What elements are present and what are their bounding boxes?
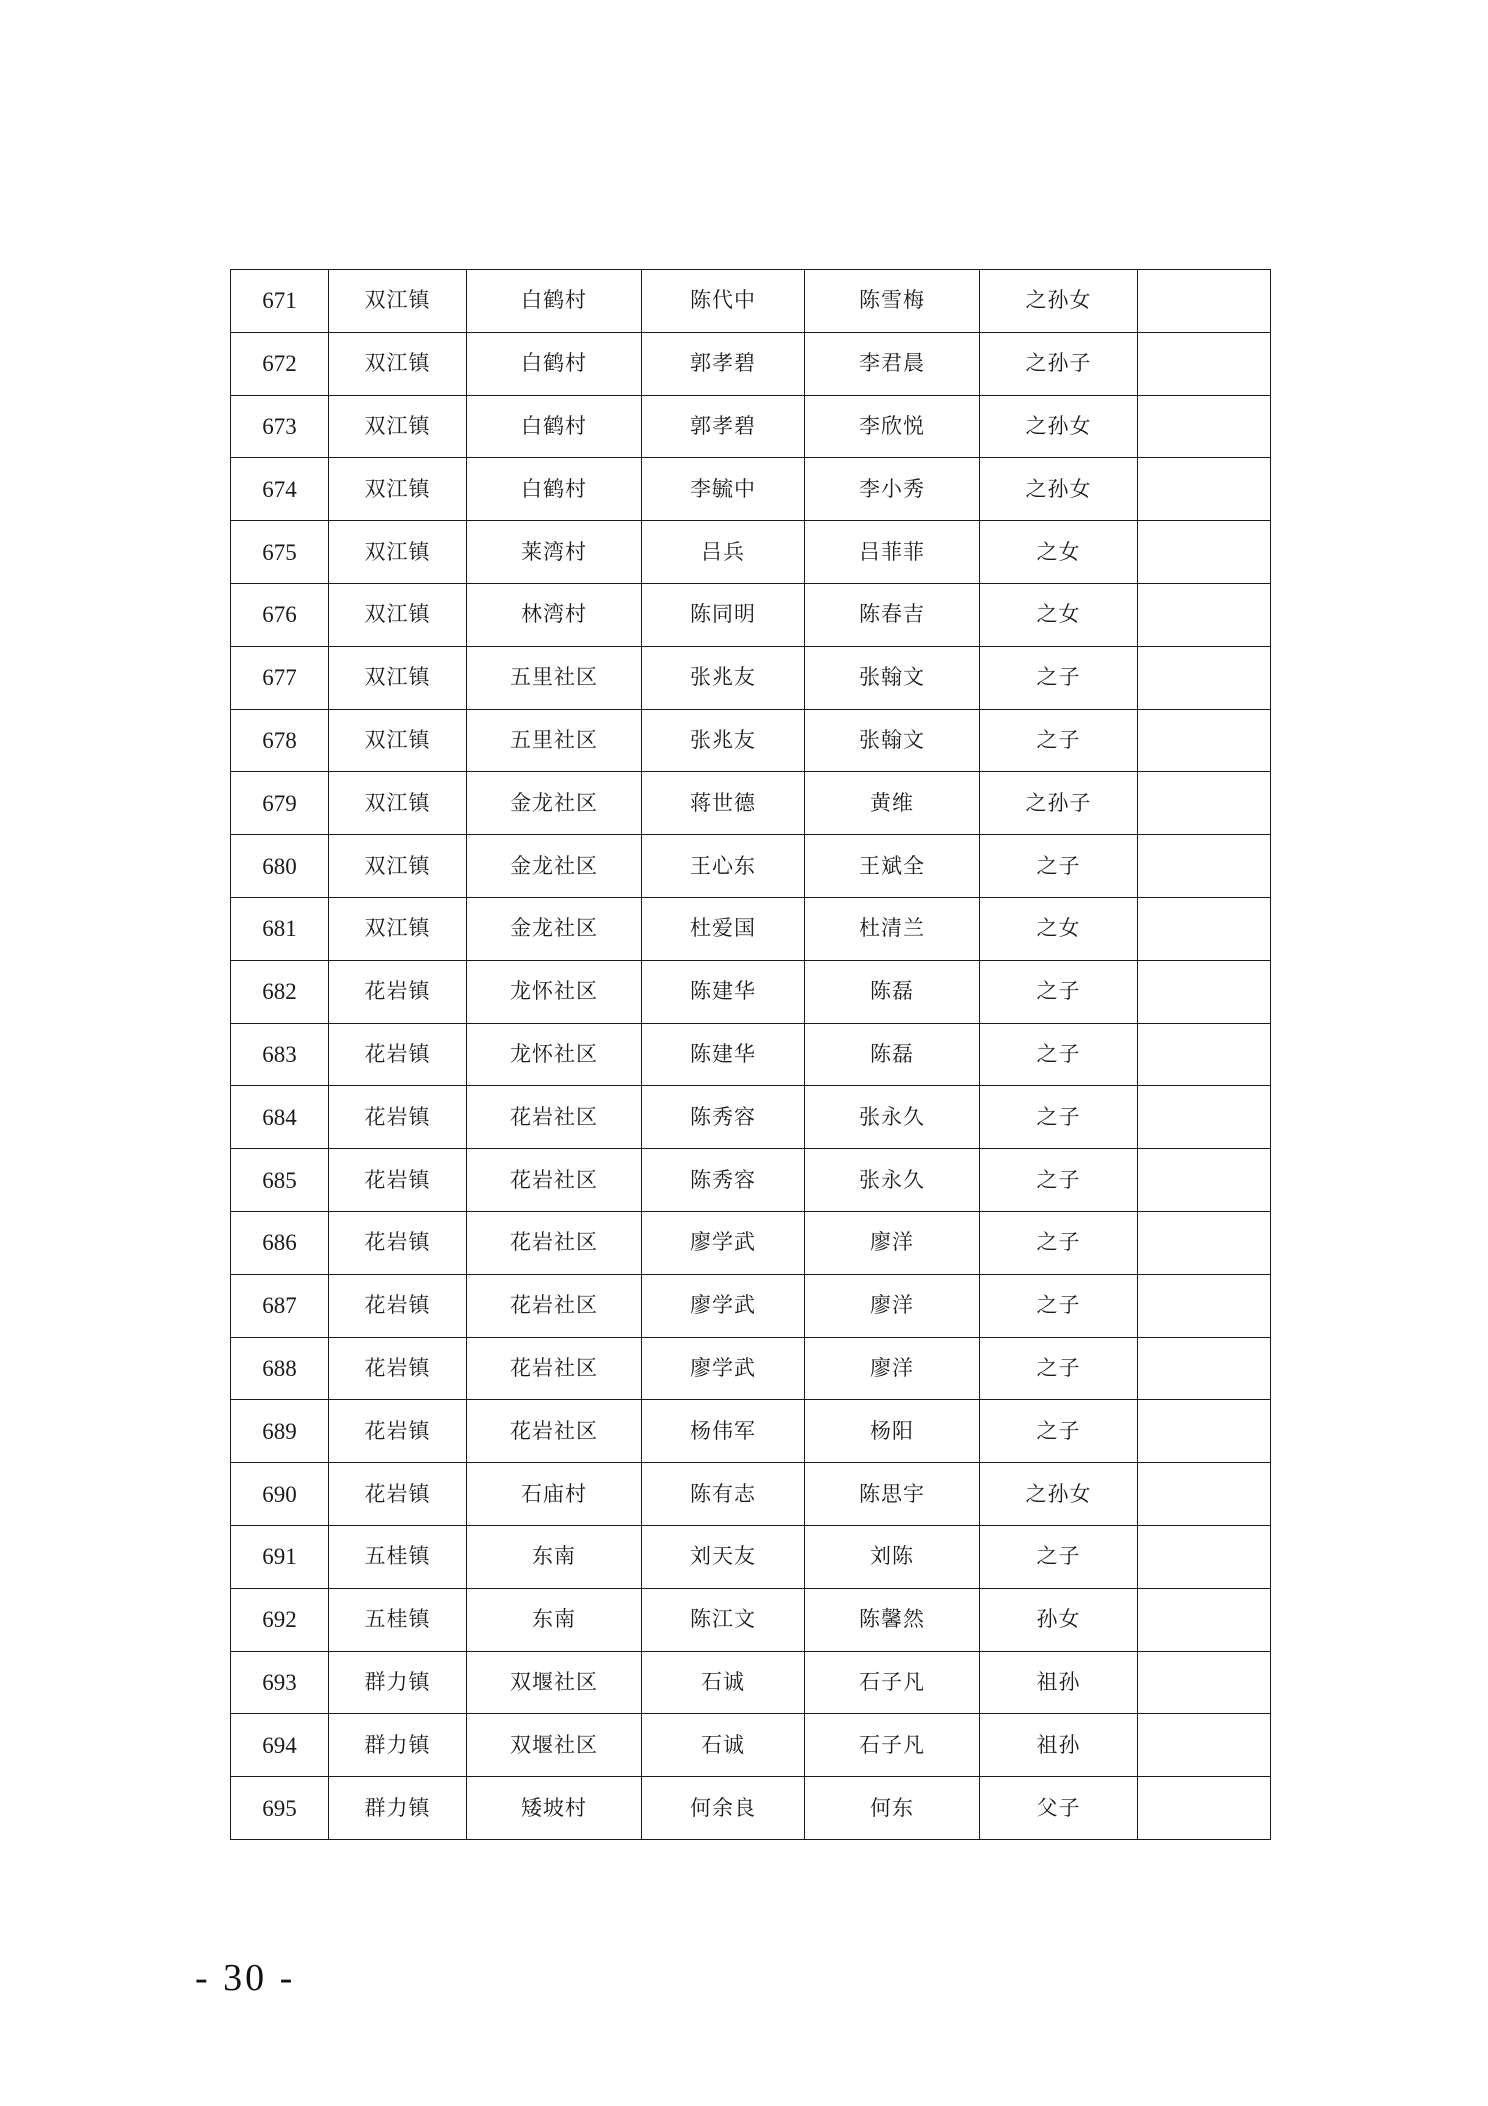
- cell-relation: 之孙女: [980, 395, 1138, 458]
- cell-person: 杜爱国: [642, 897, 805, 960]
- cell-number: 687: [231, 1274, 329, 1337]
- table-row: [231, 646, 1271, 709]
- cell-name: 何东: [805, 1777, 980, 1840]
- cell-name: 陈磊: [805, 960, 980, 1023]
- cell-note: [1138, 521, 1271, 584]
- cell-note: [1138, 897, 1271, 960]
- table-row: [231, 458, 1271, 521]
- cell-relation: 之子: [980, 960, 1138, 1023]
- cell-number: 692: [231, 1588, 329, 1651]
- cell-note: [1138, 772, 1271, 835]
- cell-number: 690: [231, 1463, 329, 1526]
- cell-person: 吕兵: [642, 521, 805, 584]
- cell-village: 石庙村: [467, 1463, 642, 1526]
- cell-number: 682: [231, 960, 329, 1023]
- cell-note: [1138, 583, 1271, 646]
- cell-person: 张兆友: [642, 709, 805, 772]
- cell-person: 何余良: [642, 1777, 805, 1840]
- table-row: [231, 270, 1271, 333]
- cell-number: 675: [231, 521, 329, 584]
- cell-number: 671: [231, 270, 329, 333]
- cell-name: 杜清兰: [805, 897, 980, 960]
- cell-town: 群力镇: [329, 1714, 467, 1777]
- cell-name: 刘陈: [805, 1525, 980, 1588]
- cell-name: 张翰文: [805, 709, 980, 772]
- cell-person: 陈建华: [642, 960, 805, 1023]
- cell-town: 花岩镇: [329, 960, 467, 1023]
- cell-number: 688: [231, 1337, 329, 1400]
- cell-note: [1138, 709, 1271, 772]
- cell-note: [1138, 1588, 1271, 1651]
- cell-note: [1138, 835, 1271, 898]
- cell-relation: 之子: [980, 709, 1138, 772]
- cell-village: 龙怀社区: [467, 1023, 642, 1086]
- cell-relation: 之孙女: [980, 270, 1138, 333]
- cell-name: 陈雪梅: [805, 270, 980, 333]
- table-row: [231, 772, 1271, 835]
- cell-relation: 之孙子: [980, 772, 1138, 835]
- cell-person: 廖学武: [642, 1337, 805, 1400]
- cell-note: [1138, 1651, 1271, 1714]
- cell-town: 群力镇: [329, 1777, 467, 1840]
- cell-person: 陈有志: [642, 1463, 805, 1526]
- cell-relation: 祖孙: [980, 1651, 1138, 1714]
- cell-town: 双江镇: [329, 332, 467, 395]
- cell-name: 廖洋: [805, 1211, 980, 1274]
- cell-note: [1138, 1274, 1271, 1337]
- cell-relation: 之孙女: [980, 458, 1138, 521]
- cell-village: 金龙社区: [467, 897, 642, 960]
- cell-relation: 之子: [980, 1023, 1138, 1086]
- cell-relation: 之孙女: [980, 1463, 1138, 1526]
- cell-relation: 之子: [980, 1525, 1138, 1588]
- cell-relation: 之子: [980, 1211, 1138, 1274]
- table-row: [231, 835, 1271, 898]
- table-row: [231, 1086, 1271, 1149]
- cell-town: 花岩镇: [329, 1463, 467, 1526]
- cell-village: 白鹤村: [467, 395, 642, 458]
- cell-number: 689: [231, 1400, 329, 1463]
- cell-town: 五桂镇: [329, 1588, 467, 1651]
- cell-town: 双江镇: [329, 458, 467, 521]
- cell-relation: 孙女: [980, 1588, 1138, 1651]
- cell-note: [1138, 1149, 1271, 1212]
- cell-number: 681: [231, 897, 329, 960]
- cell-village: 东南: [467, 1588, 642, 1651]
- cell-name: 吕菲菲: [805, 521, 980, 584]
- cell-person: 陈江文: [642, 1588, 805, 1651]
- cell-note: [1138, 1714, 1271, 1777]
- table-row: [231, 1274, 1271, 1337]
- cell-village: 花岩社区: [467, 1337, 642, 1400]
- cell-village: 双堰社区: [467, 1714, 642, 1777]
- cell-person: 陈秀容: [642, 1086, 805, 1149]
- cell-town: 双江镇: [329, 646, 467, 709]
- cell-village: 莱湾村: [467, 521, 642, 584]
- cell-person: 李毓中: [642, 458, 805, 521]
- cell-town: 花岩镇: [329, 1086, 467, 1149]
- cell-town: 双江镇: [329, 521, 467, 584]
- cell-town: 双江镇: [329, 897, 467, 960]
- cell-number: 678: [231, 709, 329, 772]
- cell-name: 王斌全: [805, 835, 980, 898]
- cell-note: [1138, 960, 1271, 1023]
- cell-name: 石子凡: [805, 1714, 980, 1777]
- table-row: [231, 1400, 1271, 1463]
- cell-number: 683: [231, 1023, 329, 1086]
- cell-town: 花岩镇: [329, 1023, 467, 1086]
- cell-town: 双江镇: [329, 709, 467, 772]
- cell-note: [1138, 1777, 1271, 1840]
- page-number: - 30 -: [195, 1957, 296, 1999]
- cell-person: 石诚: [642, 1714, 805, 1777]
- cell-number: 680: [231, 835, 329, 898]
- cell-note: [1138, 270, 1271, 333]
- cell-person: 石诚: [642, 1651, 805, 1714]
- cell-town: 双江镇: [329, 270, 467, 333]
- cell-relation: 之女: [980, 583, 1138, 646]
- cell-town: 双江镇: [329, 772, 467, 835]
- roster-table-body: [231, 270, 1271, 1840]
- table-row: [231, 521, 1271, 584]
- cell-village: 双堰社区: [467, 1651, 642, 1714]
- cell-town: 花岩镇: [329, 1400, 467, 1463]
- cell-town: 群力镇: [329, 1651, 467, 1714]
- table-row: [231, 1463, 1271, 1526]
- cell-number: 694: [231, 1714, 329, 1777]
- cell-number: 695: [231, 1777, 329, 1840]
- cell-note: [1138, 1023, 1271, 1086]
- cell-person: 张兆友: [642, 646, 805, 709]
- cell-number: 674: [231, 458, 329, 521]
- cell-relation: 父子: [980, 1777, 1138, 1840]
- cell-town: 双江镇: [329, 395, 467, 458]
- cell-town: 花岩镇: [329, 1149, 467, 1212]
- cell-note: [1138, 332, 1271, 395]
- table-row: [231, 1337, 1271, 1400]
- cell-number: 693: [231, 1651, 329, 1714]
- cell-relation: 之子: [980, 1274, 1138, 1337]
- cell-name: 张永久: [805, 1086, 980, 1149]
- cell-name: 杨阳: [805, 1400, 980, 1463]
- cell-number: 677: [231, 646, 329, 709]
- table-row: [231, 1588, 1271, 1651]
- cell-relation: 之子: [980, 1086, 1138, 1149]
- cell-town: 双江镇: [329, 583, 467, 646]
- cell-relation: 之孙子: [980, 332, 1138, 395]
- roster-table: [230, 269, 1271, 1840]
- cell-person: 蒋世德: [642, 772, 805, 835]
- cell-village: 金龙社区: [467, 772, 642, 835]
- cell-name: 陈馨然: [805, 1588, 980, 1651]
- table-row: [231, 332, 1271, 395]
- cell-person: 刘天友: [642, 1525, 805, 1588]
- cell-number: 672: [231, 332, 329, 395]
- cell-note: [1138, 1211, 1271, 1274]
- cell-person: 陈同明: [642, 583, 805, 646]
- cell-person: 郭孝碧: [642, 395, 805, 458]
- cell-name: 张永久: [805, 1149, 980, 1212]
- cell-village: 矮坡村: [467, 1777, 642, 1840]
- cell-village: 花岩社区: [467, 1149, 642, 1212]
- table-row: [231, 583, 1271, 646]
- cell-relation: 之子: [980, 1400, 1138, 1463]
- cell-person: 陈代中: [642, 270, 805, 333]
- table-row: [231, 1777, 1271, 1840]
- cell-name: 张翰文: [805, 646, 980, 709]
- table-row: [231, 709, 1271, 772]
- cell-person: 杨伟军: [642, 1400, 805, 1463]
- cell-village: 林湾村: [467, 583, 642, 646]
- cell-person: 廖学武: [642, 1211, 805, 1274]
- cell-village: 白鹤村: [467, 270, 642, 333]
- cell-village: 花岩社区: [467, 1086, 642, 1149]
- cell-number: 676: [231, 583, 329, 646]
- table-row: [231, 960, 1271, 1023]
- cell-note: [1138, 646, 1271, 709]
- cell-name: 陈磊: [805, 1023, 980, 1086]
- cell-name: 李小秀: [805, 458, 980, 521]
- cell-note: [1138, 1525, 1271, 1588]
- cell-town: 花岩镇: [329, 1211, 467, 1274]
- table-row: [231, 1023, 1271, 1086]
- cell-name: 陈思宇: [805, 1463, 980, 1526]
- cell-village: 五里社区: [467, 709, 642, 772]
- cell-person: 陈建华: [642, 1023, 805, 1086]
- cell-town: 花岩镇: [329, 1274, 467, 1337]
- cell-village: 东南: [467, 1525, 642, 1588]
- cell-number: 679: [231, 772, 329, 835]
- cell-village: 白鹤村: [467, 332, 642, 395]
- cell-village: 花岩社区: [467, 1400, 642, 1463]
- cell-number: 685: [231, 1149, 329, 1212]
- cell-number: 673: [231, 395, 329, 458]
- cell-village: 花岩社区: [467, 1211, 642, 1274]
- cell-name: 黄维: [805, 772, 980, 835]
- table-row: [231, 1651, 1271, 1714]
- cell-relation: 之子: [980, 835, 1138, 898]
- cell-relation: 之女: [980, 897, 1138, 960]
- cell-town: 五桂镇: [329, 1525, 467, 1588]
- cell-note: [1138, 458, 1271, 521]
- cell-village: 金龙社区: [467, 835, 642, 898]
- table-row: [231, 1149, 1271, 1212]
- cell-note: [1138, 1400, 1271, 1463]
- cell-note: [1138, 1337, 1271, 1400]
- cell-name: 廖洋: [805, 1274, 980, 1337]
- cell-village: 五里社区: [467, 646, 642, 709]
- cell-name: 廖洋: [805, 1337, 980, 1400]
- cell-relation: 之子: [980, 646, 1138, 709]
- cell-name: 李君晨: [805, 332, 980, 395]
- cell-person: 廖学武: [642, 1274, 805, 1337]
- cell-person: 郭孝碧: [642, 332, 805, 395]
- cell-name: 陈春吉: [805, 583, 980, 646]
- cell-number: 691: [231, 1525, 329, 1588]
- cell-relation: 之子: [980, 1149, 1138, 1212]
- table-row: [231, 1525, 1271, 1588]
- cell-name: 石子凡: [805, 1651, 980, 1714]
- cell-relation: 祖孙: [980, 1714, 1138, 1777]
- table-row: [231, 1211, 1271, 1274]
- cell-name: 李欣悦: [805, 395, 980, 458]
- cell-note: [1138, 1086, 1271, 1149]
- cell-note: [1138, 1463, 1271, 1526]
- cell-person: 王心东: [642, 835, 805, 898]
- cell-town: 花岩镇: [329, 1337, 467, 1400]
- table-row: [231, 1714, 1271, 1777]
- cell-town: 双江镇: [329, 835, 467, 898]
- cell-relation: 之女: [980, 521, 1138, 584]
- cell-number: 684: [231, 1086, 329, 1149]
- table-row: [231, 395, 1271, 458]
- cell-person: 陈秀容: [642, 1149, 805, 1212]
- cell-village: 花岩社区: [467, 1274, 642, 1337]
- cell-village: 白鹤村: [467, 458, 642, 521]
- cell-note: [1138, 395, 1271, 458]
- cell-relation: 之子: [980, 1337, 1138, 1400]
- cell-village: 龙怀社区: [467, 960, 642, 1023]
- cell-number: 686: [231, 1211, 329, 1274]
- table-row: [231, 897, 1271, 960]
